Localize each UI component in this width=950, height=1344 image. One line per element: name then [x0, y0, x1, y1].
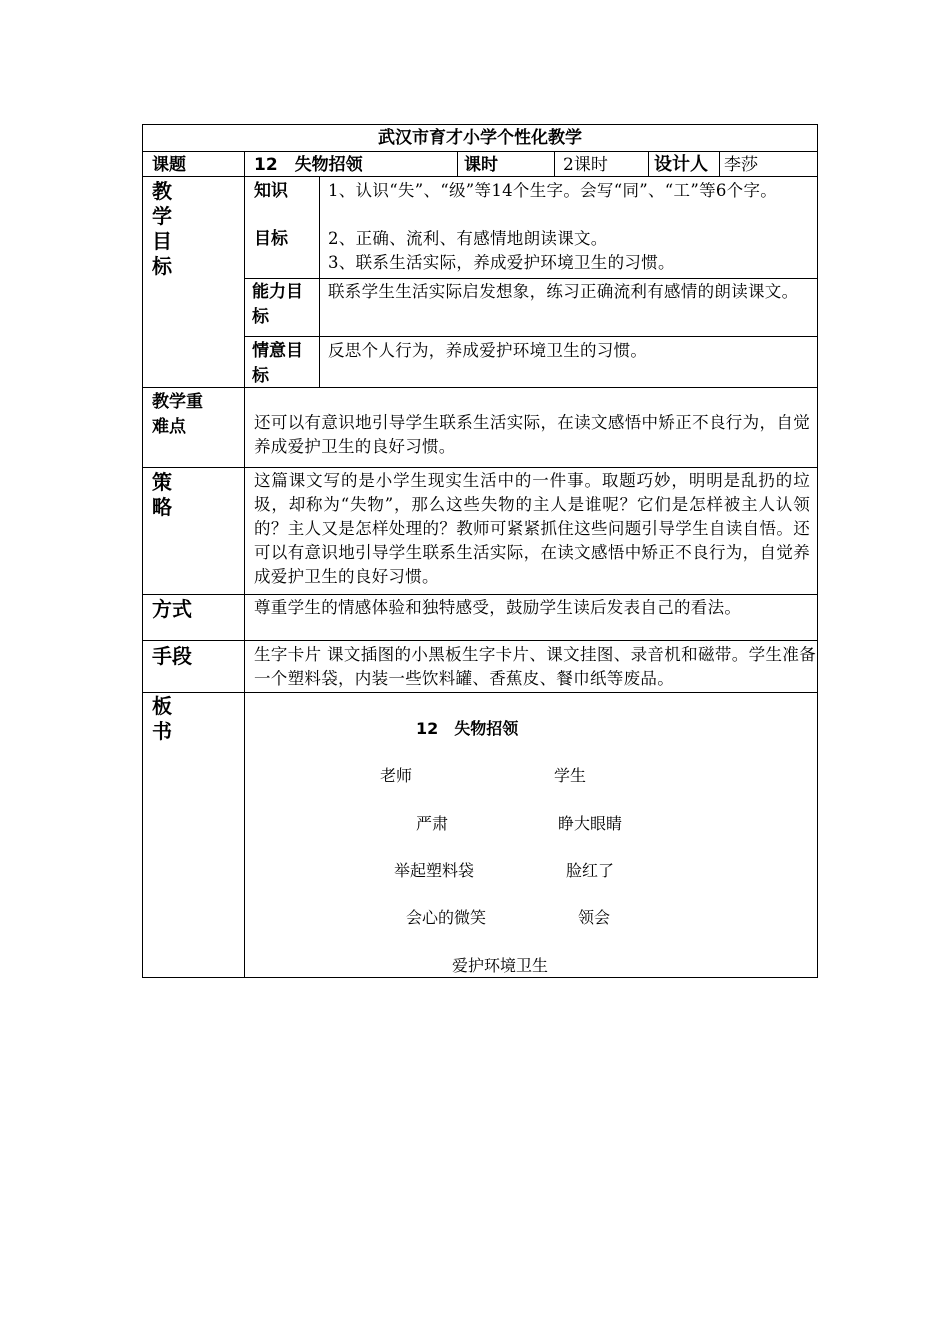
rule-left: [142, 124, 143, 978]
emotion-label: 情意目标: [252, 341, 303, 386]
emotion-text: 反思个人行为，养成爱护环境卫生的习惯。: [328, 341, 648, 360]
rule-right: [817, 124, 818, 978]
designer-value: 李莎: [724, 155, 758, 175]
board-label: 板书: [152, 694, 172, 743]
board-left-4: 会心的微笑: [406, 908, 487, 927]
means-text: 生字卡片 课文插图的小黑板生字卡片、课文挂图、录音机和磁带。学生准备一个塑料袋，内装一些饮料罐、香蕉皮、餐巾纸等废品。: [254, 645, 816, 688]
page-title: 武汉市育才小学个性化教学: [378, 128, 582, 148]
period-label: 课时: [464, 155, 498, 175]
rule-designer-label-col: [648, 151, 649, 177]
method-label: 方式: [152, 597, 192, 621]
board-left-3: 举起塑料袋: [394, 861, 475, 880]
knowledge-line-2: 2、正确、流利、有感情地朗读课文。: [328, 229, 608, 248]
knowledge-label-1: 知识: [254, 181, 288, 201]
board-left-2: 严肃: [416, 814, 449, 833]
rule-period-label-col: [457, 151, 458, 177]
keypoints-text: 还可以有意识地引导学生联系生活实际，在读文感悟中矫正不良行为，自觉养成爱护卫生的良好习惯。: [254, 413, 810, 456]
board-title: 12 失物招领: [416, 719, 519, 738]
topic-label: 课题: [152, 155, 186, 175]
lesson-plan-table: [142, 124, 818, 978]
goals-label: 教学目标: [152, 179, 172, 278]
period-value: 2课时: [563, 155, 608, 175]
rule-top: [142, 124, 818, 125]
knowledge-line-1: 1、认识“失”、“级”等14个生字。会写“同”、“工”等6个字。: [328, 181, 778, 200]
method-text: 尊重学生的情感体验和独特感受，鼓励学生读后发表自己的看法。: [254, 598, 742, 617]
topic-value: 12 失物招领: [254, 155, 363, 175]
strategy-label: 策略: [152, 470, 172, 519]
means-label: 手段: [152, 644, 192, 668]
ability-label: 能力目标: [252, 282, 303, 327]
board-right-1: 学生: [554, 766, 587, 785]
rule-after-knowledge: [245, 278, 818, 279]
rule-label-col: [244, 151, 245, 978]
knowledge-line-3: 3、联系生活实际，养成爱护环境卫生的习惯。: [328, 253, 675, 272]
board-left-1: 老师: [380, 766, 413, 785]
knowledge-label-2: 目标: [254, 229, 288, 249]
rule-period-value-col: [554, 151, 555, 177]
board-right-2: 睁大眼睛: [558, 814, 623, 833]
keypoints-label: 教学重难点: [152, 392, 203, 437]
designer-label: 设计人: [654, 154, 708, 175]
rule-designer-value-col: [719, 151, 720, 177]
board-right-4: 领会: [578, 908, 611, 927]
board-right-3: 脸红了: [566, 861, 615, 880]
board-footer: 爱护环境卫生: [452, 956, 549, 975]
ability-text: 联系学生生活实际启发想象，练习正确流利有感情的朗读课文。: [328, 282, 799, 301]
rule-after-ability: [245, 336, 818, 337]
strategy-text: 这篇课文写的是小学生现实生活中的一件事。取题巧妙，明明是乱扔的垃圾，却称为“失物”，那么这些失物的主人是谁呢？它们是怎样被主人认领的？主人又是怎样处理的？教师可紧紧抓住这些问题引导学生自读自悟。还可以有意识地引导学生联系生活实际，在读文感悟中矫正不良行为，自觉养成爱护卫生的良好习惯。: [254, 471, 810, 586]
rule-goal-sub-col: [319, 176, 320, 388]
